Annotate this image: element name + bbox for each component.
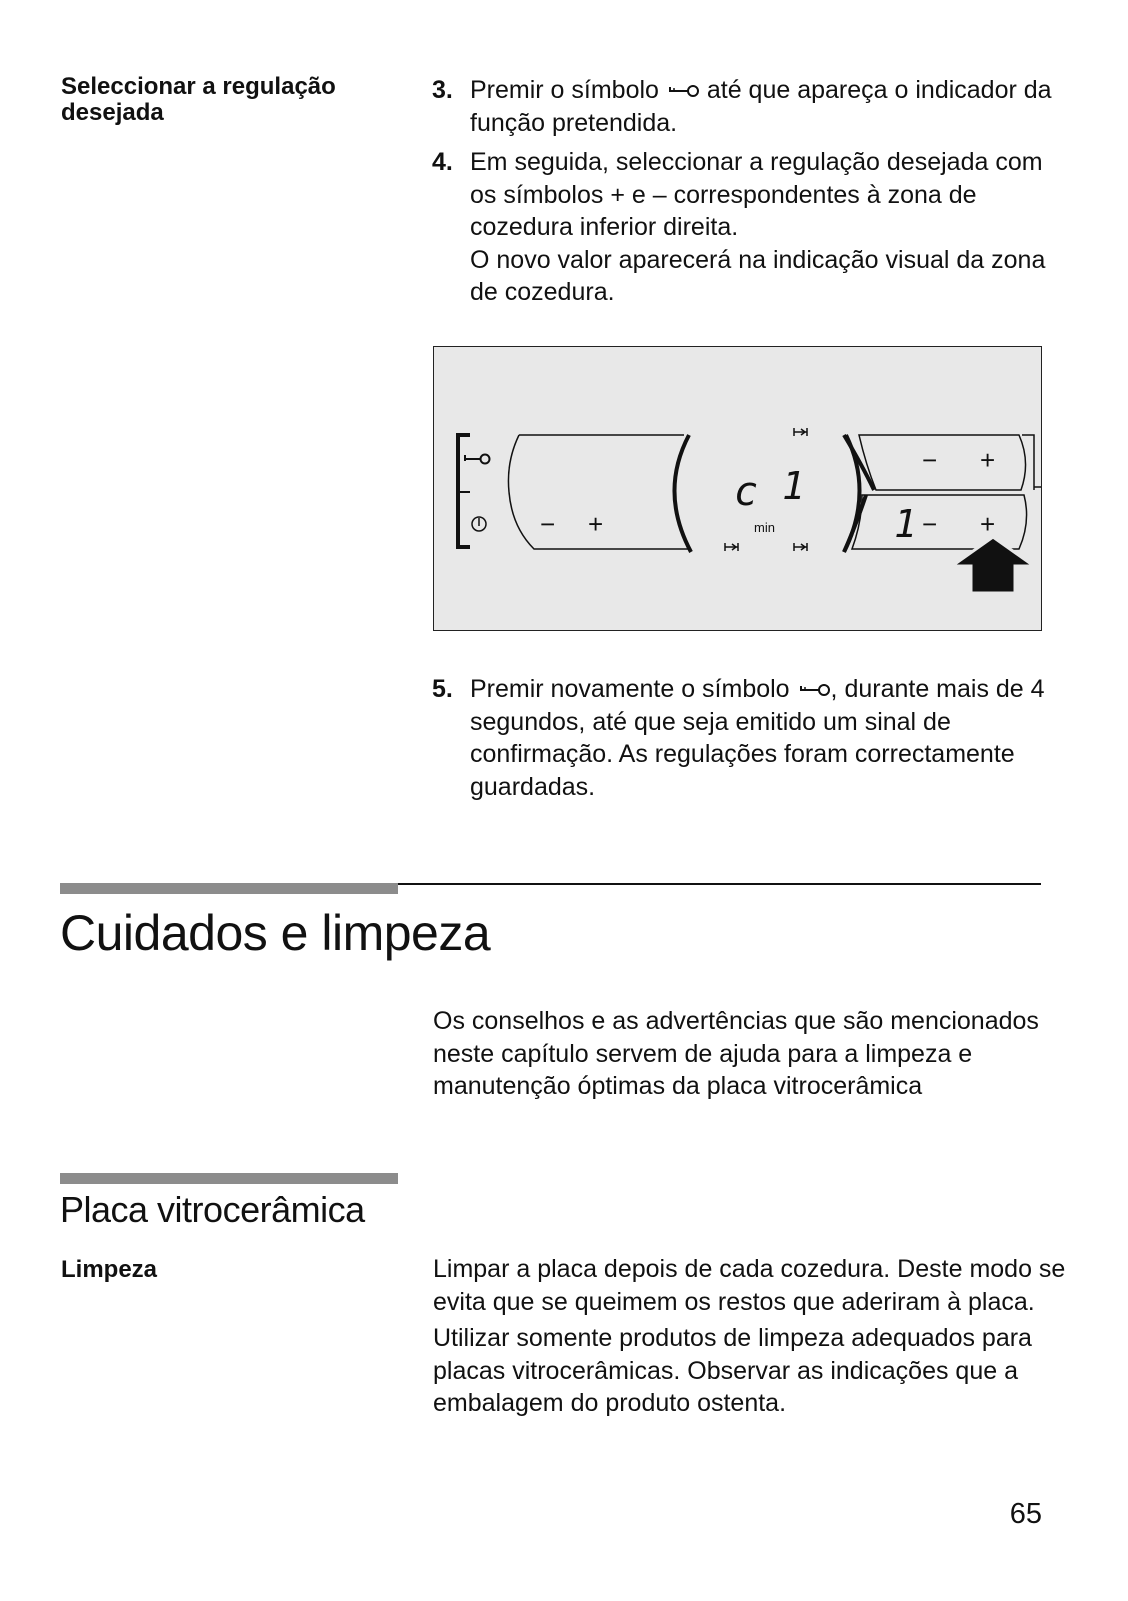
unit-label: min (754, 520, 775, 535)
display-zone: 1 (894, 502, 917, 546)
timer-arrow-icon (794, 543, 807, 551)
step-text: O novo valor aparecerá na indicação visual da zona de cozedura. (470, 245, 1046, 306)
cleaning-paragraph: Utilizar somente produtos de limpeza adequados para placas vitrocerâmicas. Observar as indicações que a embalagem do produto ostenta. (433, 1324, 1032, 1417)
minus-sign: − (922, 445, 938, 475)
plus-sign: + (588, 509, 604, 539)
key-icon (464, 455, 490, 464)
section-rule-thin (398, 883, 1041, 885)
step-3 (432, 74, 1072, 139)
key-icon (666, 84, 700, 98)
display-right: 1 (782, 464, 805, 508)
intro-paragraph (433, 1005, 1073, 1103)
step-text-before: Premir o símbolo (470, 76, 659, 104)
intro-text: Os conselhos e as advertências que são mencionados neste capítulo servem de ajuda para a limpeza e manutenção óptimas da placa vitrocerâmica (433, 1007, 1039, 1100)
section-label-select: Seleccionar a regulação desejada (61, 73, 336, 126)
timer-arrow-icon (725, 543, 738, 551)
plus-sign: + (980, 509, 996, 539)
plus-sign: + (980, 445, 996, 475)
minus-sign: − (922, 509, 938, 539)
cleaning-paragraph: Limpar a placa depois de cada cozedura. Deste modo se evita que se queimem os restos que aderiram à placa. (433, 1255, 1066, 1316)
display-left: c (734, 469, 759, 515)
step-4 (432, 146, 1072, 309)
section-label-clean: Limpeza (61, 1256, 158, 1283)
step-text-after: , durante mais de 4 segundos, até que seja emitido um sinal de confirmação. As regulações foram correctamente guardadas. (470, 675, 1045, 801)
page-number: 65 (1009, 1498, 1042, 1530)
step-number: 3. (432, 76, 453, 104)
timer-arrow-icon (794, 428, 807, 436)
power-icon (472, 517, 486, 531)
control-panel-figure (433, 346, 1042, 631)
step-text: Em seguida, seleccionar a regulação desejada com os símbolos + e – correspondentes à zona de cozedura inferior direita. (470, 148, 1043, 241)
minus-sign: − (540, 509, 556, 539)
up-arrow-icon (952, 537, 1034, 593)
step-number: 5. (432, 675, 453, 703)
key-icon (797, 683, 831, 697)
cleaning-text (433, 1253, 1073, 1420)
step-number: 4. (432, 148, 453, 176)
page-title: Cuidados e limpeza (60, 905, 491, 961)
subsection-rule (60, 1173, 398, 1184)
section-rule-thick (60, 883, 398, 894)
step-text-after: até que apareça o indicador da função pretendida. (470, 76, 1052, 137)
step-text-before: Premir novamente o símbolo (470, 675, 790, 703)
step-5 (432, 673, 1072, 803)
subsection-title: Placa vitrocerâmica (60, 1189, 365, 1230)
